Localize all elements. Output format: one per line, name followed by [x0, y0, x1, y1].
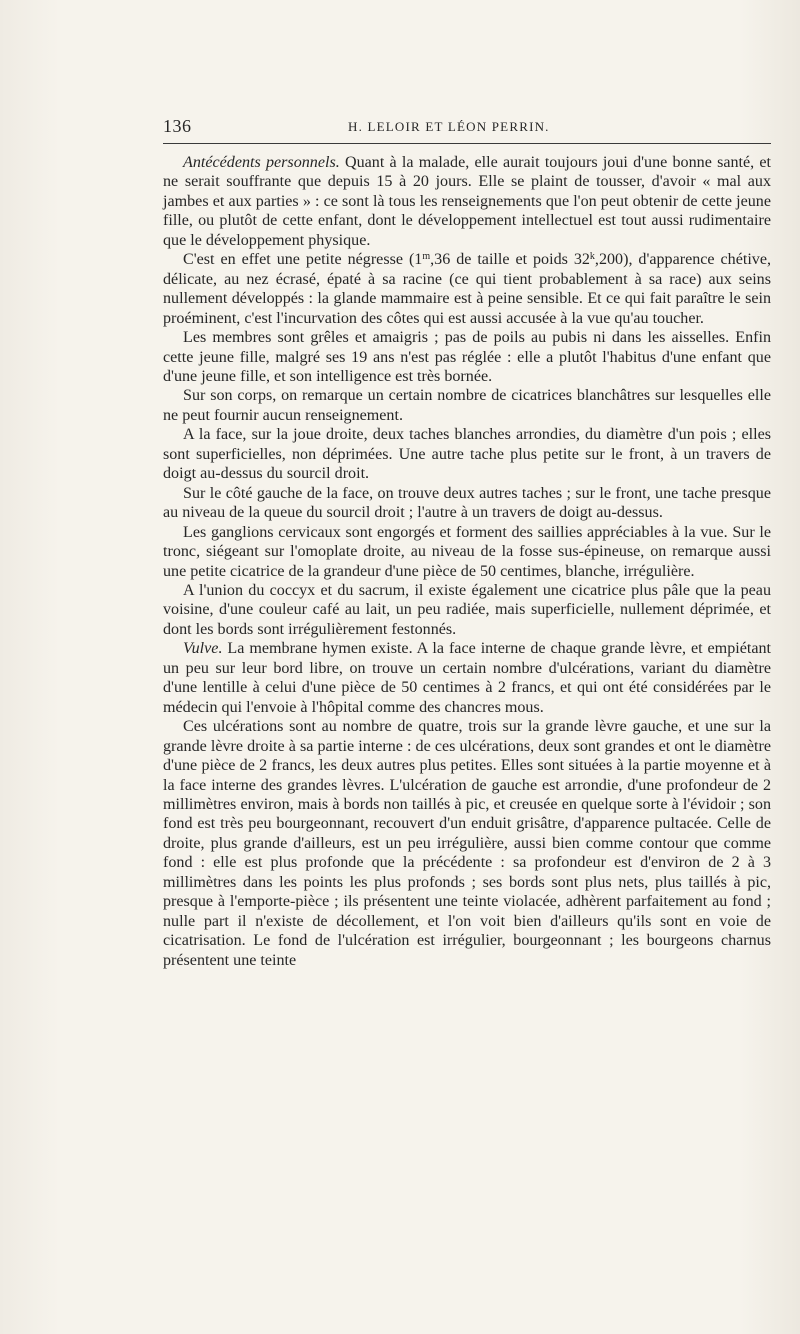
running-head — [163, 116, 771, 138]
section-lead-vulve: Vulve. — [183, 640, 223, 658]
header-rule — [163, 143, 771, 144]
paragraph-membres: Les membres sont grêles et amaigris ; pas de poils au pubis ni dans les aisselles. Enfin cette jeune fille, malgré ses 19 ans n'est pas réglée : elle a plutôt l'habitus d'une enfant que d'une jeune fille, et son intelligence est très bornée. — [163, 329, 771, 385]
paragraph-cicatrices: Sur son corps, on remarque un certain nombre de cicatrices blanchâtres sur lesquelles elle ne peut fournir aucun renseignement. — [163, 387, 771, 424]
paragraph-text: ,36 de taille et poids 32 — [430, 251, 590, 269]
paragraph-text: ,200), d'apparence chétive, délicate, au nez écrasé, épaté à sa racine (ce qui tient probablement à sa race) aux seins nullement développés : la glande mammaire est à peine sensible. Et ce qui fait paraître le sein proéminent, c'est l'incurvation des côtes qui est aussi accusée à la vue qu'au toucher. — [163, 251, 772, 327]
paragraph-physique — [163, 250, 771, 328]
superscript-unit: k — [589, 251, 595, 263]
paragraph-text: Quant à la malade, elle aurait toujours joui d'une bonne santé, et ne serait souffrante que depuis 15 à 20 jours. Elle se plaint de tousser, d'avoir « mal aux jambes et aux parties » : ce sont là tous les renseignements que l'on peut obtenir de cette jeune fille, ou plutôt de cette enfant, dont le développement intellectuel est tout aussi rudimentaire que le développement physique. — [163, 154, 772, 249]
superscript-unit: m — [422, 251, 431, 263]
paragraph-face: A la face, sur la joue droite, deux taches blanches arrondies, du diamètre d'un pois ; elles sont superficielles, non déprimées. Une autre tache plus petite sur le front, à un travers de doigt au-dessus du sourcil droit. — [163, 426, 771, 483]
paragraph-ulcerations: Ces ulcérations sont au nombre de quatre, trois sur la grande lèvre gauche, et une sur la grande lèvre droite à sa partie interne : de ces ulcérations, deux sont grandes et ont le diamètre d'une pièce de 2 francs, les deux autres plus petites. Elles sont situées à la partie moyenne et à la face interne des grandes lèvres. L'ulcération de gauche est arrondie, d'une profondeur de 2 millimètres environ, mais à bords non taillés à pic, et creusée en quelque sorte à l'évidoir ; son fond est très peu bourgeonnant, recouvert d'un enduit grisâtre, d'apparence pultacée. Celle de droite, plus grande d'ailleurs, est un peu irrégulière, aussi bien comme contour que comme fond : elle est plus profonde que la précédente : sa profondeur est d'environ de 2 à 3 millimètres dans les points les plus profonds ; ses bords sont plus nets, plus taillés à pic, presque à l'emporte-pièce ; ils présentent une teinte violacée, adhèrent parfaitement au fond ; nulle part il n'existe de décollement, et l'on voit bien d'ailleurs qu'ils sont en voie de cicatrisation. Le fond de l'ulcération est irrégulier, bourgeonnant ; les bourgeons charnus présentent une teinte — [163, 718, 771, 969]
paragraph-cote-gauche: Sur le côté gauche de la face, on trouve deux autres taches ; sur le front, une tache presque au niveau de la queue du sourcil droit ; l'autre à un travers de doigt au-dessus. — [163, 484, 771, 522]
paragraph-text: C'est en effet une petite négresse (1 — [183, 251, 423, 269]
page-number: 136 — [163, 116, 192, 136]
paragraph-vulve — [163, 639, 771, 717]
paragraph-antecedents — [163, 153, 771, 250]
section-lead-antecedents: Antécédents personnels. — [183, 154, 340, 171]
paragraph-text: La membrane hymen existe. A la face interne de chaque grande lèvre, et empiétant un peu sur leur bord libre, on trouve un certain nombre d'ulcérations, variant du diamètre d'une lentille à celui d'une pièce de 50 centimes à 2 francs, et qui ont été considérées par le médecin qui l'envoie à l'hôpital comme des chancres mous. — [163, 640, 771, 716]
running-title: H. LELOIR ET LÉON PERRIN. — [348, 119, 550, 134]
paragraph-ganglions: Les ganglions cervicaux sont engorgés et forment des saillies appréciables à la vue. Sur le tronc, siégeant sur l'omoplate droite, au niveau de la fosse sus-épineuse, on remarque aussi une petite cicatrice de la grandeur d'une pièce de 50 centimes, blanche, irrégulière. — [163, 523, 771, 580]
paragraph-coccyx: A l'union du coccyx et du sacrum, il existe également une cicatrice plus pâle que la peau voisine, d'une couleur café au lait, un peu radiée, mais superficielle, nullement déprimée, et dont les bords sont irrégulièrement festonnés. — [163, 581, 771, 638]
body-text — [163, 153, 771, 970]
